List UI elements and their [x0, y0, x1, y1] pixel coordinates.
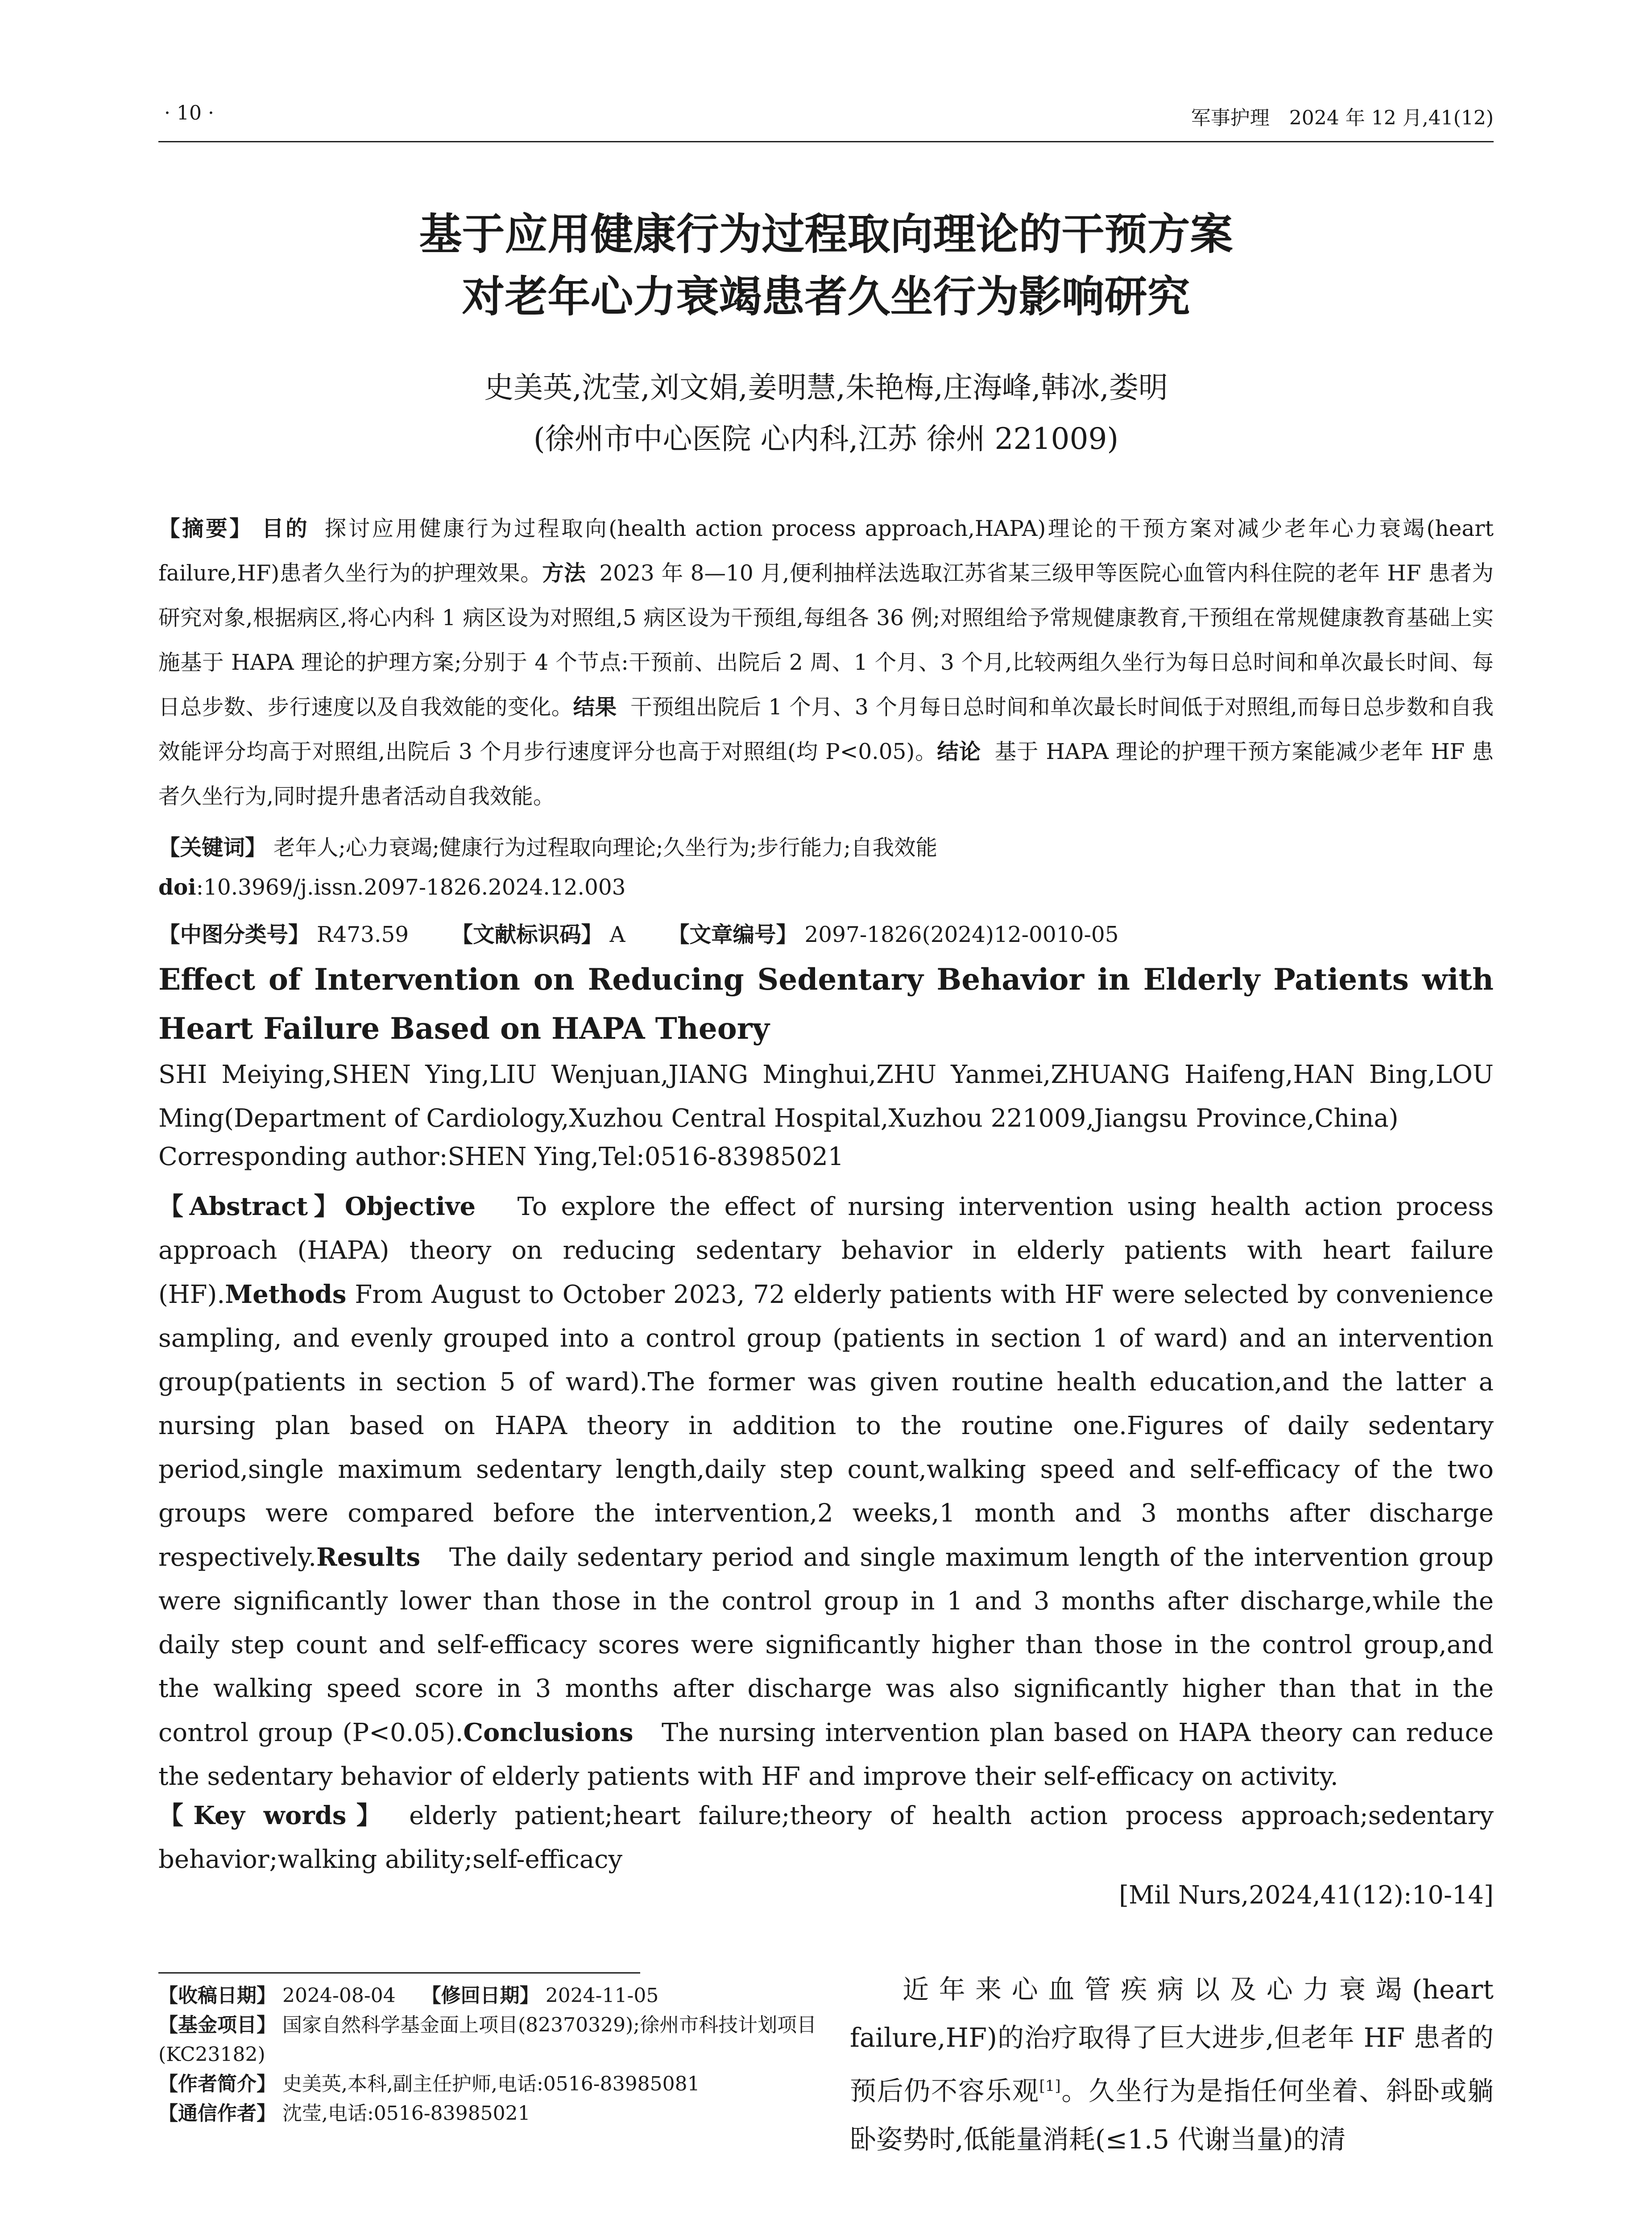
footnote-fund	[158, 2011, 819, 2069]
citation: [Mil Nurs,2024,41(12):10-14]	[1119, 1881, 1494, 1910]
fund-text: 国家自然科学基金面上项目(82370329);徐州市科技计划项目(KC23182)	[158, 2014, 817, 2066]
doi-line	[158, 875, 1494, 900]
body-text-end: 。久坐行为是指任何坐着、斜卧或躺卧姿势时,低能量消耗(≤1.5 代谢当量)的清	[850, 2075, 1494, 2155]
body-text-start: 近年来心血管疾病以及心力衰竭(heart failure,HF)的治疗取得了巨大进步,但老年 HF 患者的预后仍不容乐观	[850, 1974, 1494, 2107]
footnotes	[158, 1981, 819, 2128]
author-list: 史美英,沈莹,刘文娟,姜明慧,朱艳梅,庄海峰,韩冰,娄明	[484, 370, 1168, 405]
footnote-corresponding	[158, 2099, 819, 2128]
article-title-line-1: 基于应用健康行为过程取向理论的干预方案	[419, 209, 1233, 259]
revised-date: 2024-11-05	[545, 1984, 659, 2007]
conclusion-text: 基于 HAPA 理论的护理干预方案能减少老年 HF 患者久坐行为,同时提升患者活动自我效能。	[158, 739, 1494, 809]
english-keywords	[158, 1794, 1494, 1882]
methods-label: 方法	[542, 561, 586, 586]
bio-text: 史美英,本科,副主任护师,电话:0516-83985081	[282, 2073, 700, 2095]
english-title: Effect of Intervention on Reducing Sedentary Behavior in Elderly Patients with Heart Failure Based on HAPA Theory	[158, 962, 1494, 1046]
revised-label: 【修回日期】	[421, 1984, 539, 2007]
doi-text[interactable]: :10.3969/j.issn.2097-1826.2024.12.003	[196, 875, 626, 900]
keywords-label: 【关键词】	[158, 835, 267, 860]
en-methods-text: From August to October 2023, 72 elderly patients with HF were selected by convenience sampling, and evenly grouped into a control group (patients in section 1 of ward) and an intervention group(patients in section 5 of ward).The former was given routine health education,and the latter a nursing plan based on HAPA theory in addition to the routine one.Figures of daily sedentary period,single maximum sedentary length,daily step count,walking speed and self-efficacy of the two groups were compared before the intervention,2 weeks,1 month and 3 months after discharge respectively.	[158, 1280, 1494, 1572]
clc-label: 【中图分类号】	[158, 922, 310, 947]
en-conclusion-label: Conclusions	[463, 1718, 633, 1747]
footnote-rule	[158, 1972, 640, 1974]
page-number: · 10 ·	[164, 102, 214, 124]
reference-mark[interactable]: [1]	[1039, 2077, 1061, 2095]
bio-label: 【作者简介】	[158, 2073, 276, 2095]
results-label: 结果	[573, 695, 617, 720]
article-number-label: 【文章编号】	[667, 922, 798, 947]
en-results-label: Results	[316, 1543, 421, 1572]
body-paragraph	[850, 1966, 1494, 2164]
footnote-bio	[158, 2069, 819, 2099]
abstract-label: 【摘要】	[158, 516, 253, 541]
en-objective-label: Objective	[344, 1192, 476, 1221]
en-conclusion-text: The nursing intervention plan based on HAPA theory can reduce the sedentary behavior of elderly patients with HF and improve their self-efficacy on activity.	[158, 1718, 1494, 1791]
results-text: 干预组出院后 1 个月、3 个月每日总时间和单次最长时间低于对照组,而每日总步数和自我效能评分均高于对照组,出院后 3 个月步行速度评分也高于对照组(均 P<0.05)。	[158, 695, 1494, 764]
en-methods-label: Methods	[225, 1280, 347, 1309]
footnote-dates	[158, 1981, 819, 2011]
keywords-text: 老年人;心力衰竭;健康行为过程取向理论;久坐行为;步行能力;自我效能	[273, 835, 938, 860]
chinese-abstract	[158, 506, 1494, 819]
conclusion-label: 结论	[937, 739, 981, 764]
english-abstract	[158, 1185, 1494, 1799]
en-objective-text: To explore the effect of nursing intervention using health action process approach (HAPA) theory on reducing sedentary behavior in elderly patients with heart failure (HF).	[158, 1192, 1494, 1309]
article-number-value: 2097-1826(2024)12-0010-05	[804, 922, 1119, 947]
received-label: 【收稿日期】	[158, 1984, 276, 2007]
doi-label: doi	[158, 875, 196, 900]
objective-label: 目的	[262, 516, 310, 541]
corresponding-author: Corresponding author:SHEN Ying,Tel:0516-83985021	[158, 1142, 844, 1171]
en-results-text: The daily sedentary period and single maximum length of the intervention group were significantly lower than those in the control group in 1 and 3 months after discharge,while the daily step count and self-efficacy scores were significantly higher than those in the control group,and the walking speed score in 3 months after discharge was also significantly higher than that in the control group (P<0.05).	[158, 1543, 1494, 1747]
article-title-line-2: 对老年心力衰竭患者久坐行为影响研究	[462, 272, 1190, 322]
affiliation: (徐州市中心医院 心内科,江苏 徐州 221009)	[533, 422, 1119, 456]
corr-text: 沈莹,电话:0516-83985021	[282, 2102, 530, 2125]
corr-label: 【通信作者】	[158, 2102, 276, 2125]
en-keywords-label: 【Key words】	[158, 1801, 391, 1830]
journal-info: 军事护理 2024 年 12 月,41(12)	[1191, 107, 1494, 129]
fund-label: 【基金项目】	[158, 2014, 276, 2036]
objective-text: 探讨应用健康行为过程取向(health action process approach,HAPA)理论的干预方案对减少老年心力衰竭(heart failure,HF)患者久坐行为的护理效果。	[158, 516, 1494, 586]
received-date: 2024-08-04	[282, 1984, 396, 2007]
en-keywords-text: elderly patient;heart failure;theory of health action process approach;sedentary behavior;walking ability;self-efficacy	[158, 1801, 1494, 1874]
doc-code-value: A	[609, 922, 625, 947]
en-abstract-label: 【Abstract】	[158, 1192, 345, 1221]
english-authors: SHI Meiying,SHEN Ying,LIU Wenjuan,JIANG Minghui,ZHU Yanmei,ZHUANG Haifeng,HAN Bing,LOU Ming(Department of Cardiology,Xuzhou Central Hospital,Xuzhou 221009,Jiangsu Province,China)	[158, 1060, 1494, 1133]
doc-code-label: 【文献标识码】	[451, 922, 603, 947]
header-rule	[158, 141, 1494, 142]
classification-line	[158, 917, 1494, 948]
clc-value: R473.59	[316, 922, 409, 947]
chinese-keywords	[158, 830, 1494, 861]
methods-text: 2023 年 8—10 月,便利抽样法选取江苏省某三级甲等医院心血管内科住院的老年 HF 患者为研究对象,根据病区,将心内科 1 病区设为对照组,5 病区设为干预组,每组各 36 例;对照组给予常规健康教育,干预组在常规健康教育基础上实施基于 HAPA 理论的护理方案;分别于 4 个节点:干预前、出院后 2 周、1 个月、3 个月,比较两组久坐行为每日总时间和单次最长时间、每日总步数、步行速度以及自我效能的变化。	[158, 561, 1494, 720]
